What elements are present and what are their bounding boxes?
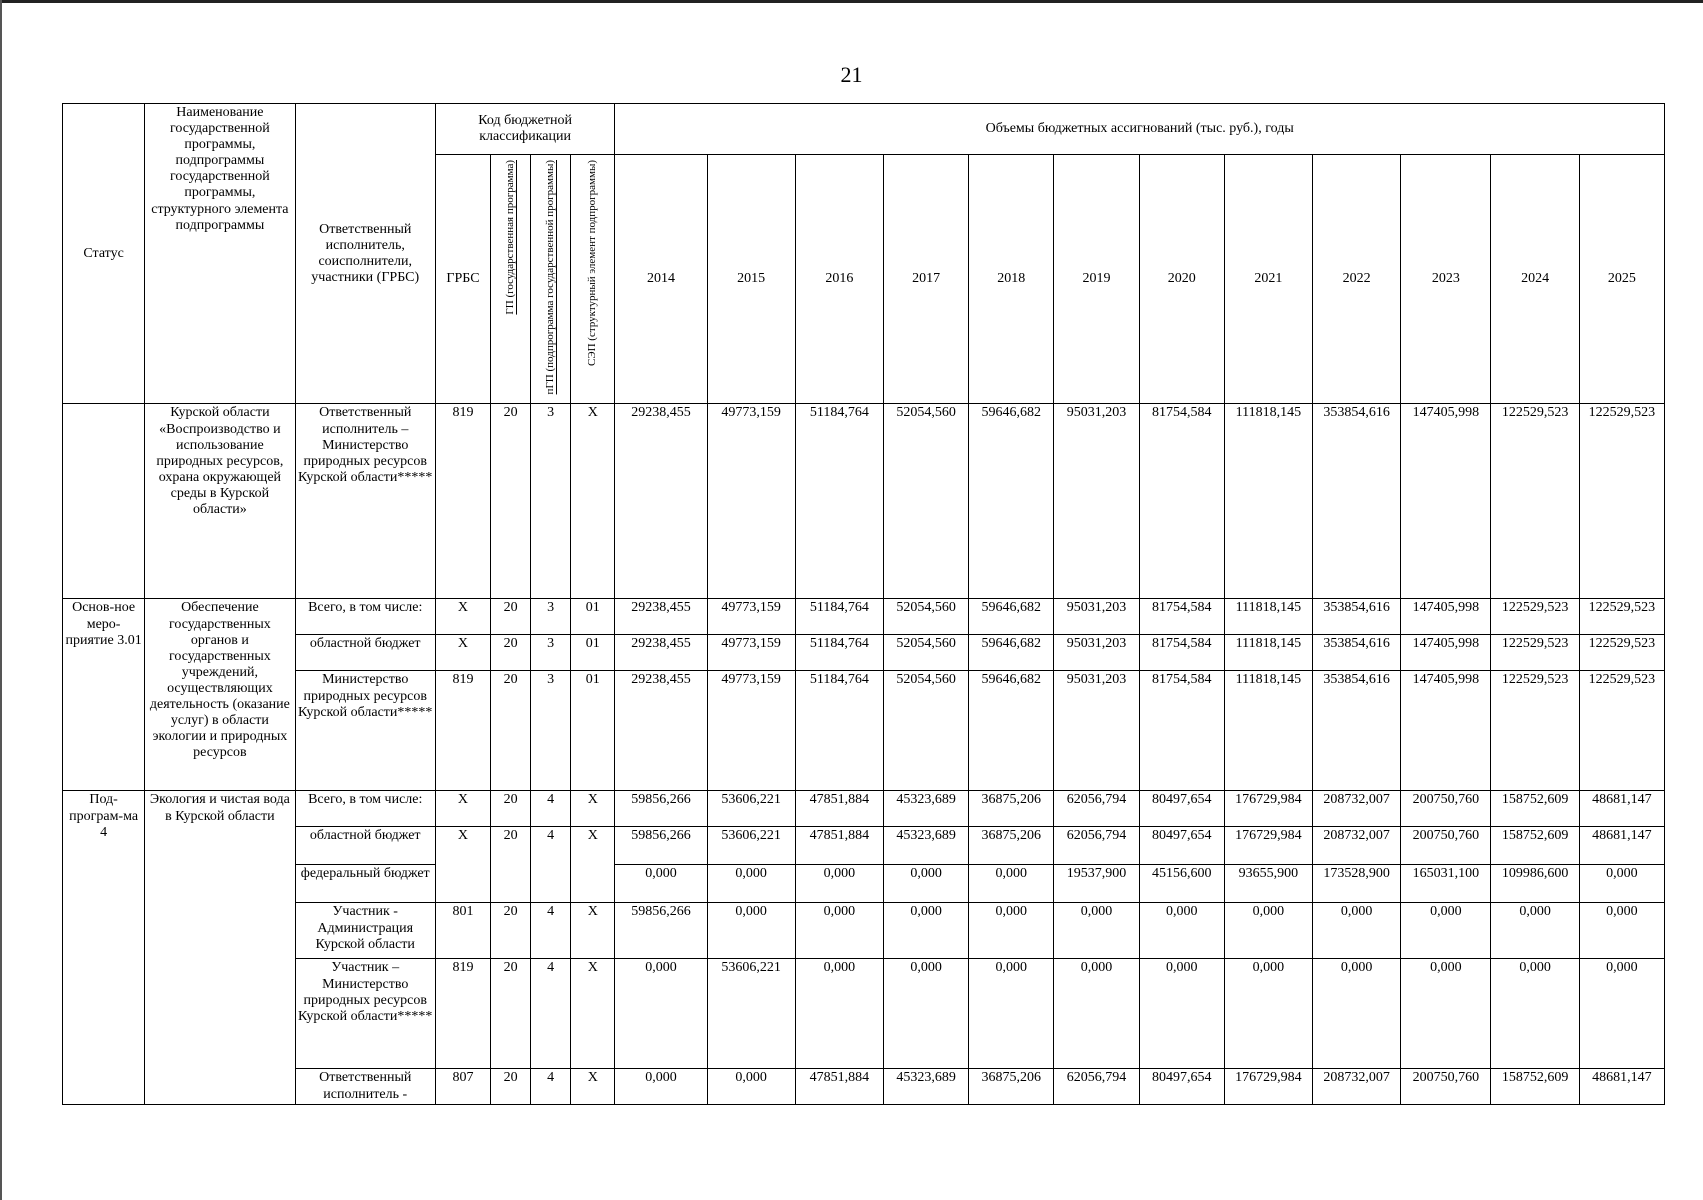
value-cell: 59646,682 bbox=[969, 599, 1054, 635]
value-cell: 0,000 bbox=[883, 865, 968, 903]
subprogram-name: Экология и чистая вода в Курской области bbox=[145, 791, 295, 1104]
pgp-cell: 3 bbox=[531, 635, 571, 671]
table-row bbox=[63, 635, 1665, 671]
header-year: 2020 bbox=[1139, 155, 1224, 404]
value-cell: 0,000 bbox=[615, 1069, 707, 1104]
value-cell: 29238,455 bbox=[615, 635, 707, 671]
value-cell: 52054,560 bbox=[883, 635, 968, 671]
value-cell: 158752,609 bbox=[1491, 791, 1579, 827]
value-cell: 95031,203 bbox=[1054, 635, 1139, 671]
value-cell: 49773,159 bbox=[707, 599, 795, 635]
header-year: 2023 bbox=[1401, 155, 1491, 404]
value-cell: 0,000 bbox=[1491, 903, 1579, 959]
header-year: 2014 bbox=[615, 155, 707, 404]
value-cell: 0,000 bbox=[883, 959, 968, 1069]
value-cell: 0,000 bbox=[969, 903, 1054, 959]
status-cell bbox=[63, 404, 145, 599]
value-cell: 59856,266 bbox=[615, 791, 707, 827]
value-cell: 48681,147 bbox=[1579, 1069, 1664, 1104]
value-cell: 49773,159 bbox=[707, 671, 795, 791]
value-cell: 0,000 bbox=[1313, 959, 1401, 1069]
value-cell: 29238,455 bbox=[615, 404, 707, 599]
value-cell: 0,000 bbox=[1313, 903, 1401, 959]
value-cell: 0,000 bbox=[1224, 903, 1312, 959]
header-pgp-label: пГП (подпрограмма государственной программы) bbox=[543, 160, 556, 395]
responsible-cell: областной бюджет bbox=[295, 827, 435, 865]
value-cell: 0,000 bbox=[1491, 959, 1579, 1069]
value-cell: 122529,523 bbox=[1579, 404, 1664, 599]
value-cell: 0,000 bbox=[795, 959, 883, 1069]
value-cell: 176729,984 bbox=[1224, 827, 1312, 865]
gp-cell: 20 bbox=[491, 404, 531, 599]
table-row bbox=[63, 671, 1665, 791]
pgp-cell: 3 bbox=[531, 404, 571, 599]
header-year: 2018 bbox=[969, 155, 1054, 404]
header-year: 2015 bbox=[707, 155, 795, 404]
value-cell: 353854,616 bbox=[1313, 599, 1401, 635]
value-cell: 52054,560 bbox=[883, 599, 968, 635]
value-cell: 353854,616 bbox=[1313, 404, 1401, 599]
value-cell: 62056,794 bbox=[1054, 827, 1139, 865]
value-cell: 80497,654 bbox=[1139, 1069, 1224, 1104]
program-name: Курской области «Воспроизводство и использование природных ресурсов, охрана окружающей среды в Курской области» bbox=[145, 404, 295, 599]
table-row bbox=[63, 865, 1665, 903]
value-cell: 59856,266 bbox=[615, 827, 707, 865]
value-cell: 0,000 bbox=[1401, 903, 1491, 959]
value-cell: 122529,523 bbox=[1491, 404, 1579, 599]
value-cell: 0,000 bbox=[969, 865, 1054, 903]
pgp-cell: 3 bbox=[531, 671, 571, 791]
value-cell: 29238,455 bbox=[615, 599, 707, 635]
value-cell: 0,000 bbox=[1579, 865, 1664, 903]
sep-cell: Х bbox=[571, 791, 615, 827]
value-cell: 147405,998 bbox=[1401, 635, 1491, 671]
value-cell: 51184,764 bbox=[795, 671, 883, 791]
table-row bbox=[63, 1069, 1665, 1104]
responsible-cell: Всего, в том числе: bbox=[295, 599, 435, 635]
sep-cell: 01 bbox=[571, 635, 615, 671]
value-cell: 36875,206 bbox=[969, 827, 1054, 865]
grbs-cell: Х bbox=[435, 827, 490, 903]
scan-edge-left bbox=[0, 0, 2, 1200]
value-cell: 47851,884 bbox=[795, 791, 883, 827]
header-status: Статус bbox=[63, 104, 145, 404]
responsible-cell: Министерство природных ресурсов Курской области***** bbox=[295, 671, 435, 791]
value-cell: 208732,007 bbox=[1313, 827, 1401, 865]
value-cell: 51184,764 bbox=[795, 404, 883, 599]
value-cell: 111818,145 bbox=[1224, 599, 1312, 635]
table-row bbox=[63, 903, 1665, 959]
table-row bbox=[63, 827, 1665, 865]
table-row bbox=[63, 404, 1665, 599]
pgp-cell: 3 bbox=[531, 599, 571, 635]
sep-cell: Х bbox=[571, 903, 615, 959]
value-cell: 122529,523 bbox=[1579, 635, 1664, 671]
value-cell: 80497,654 bbox=[1139, 791, 1224, 827]
value-cell: 81754,584 bbox=[1139, 599, 1224, 635]
value-cell: 122529,523 bbox=[1579, 671, 1664, 791]
value-cell: 47851,884 bbox=[795, 1069, 883, 1104]
responsible-cell: Ответственный исполнитель - bbox=[295, 1069, 435, 1104]
value-cell: 200750,760 bbox=[1401, 791, 1491, 827]
responsible-cell: Всего, в том числе: bbox=[295, 791, 435, 827]
sep-cell: Х bbox=[571, 404, 615, 599]
grbs-cell: 807 bbox=[435, 1069, 490, 1104]
value-cell: 53606,221 bbox=[707, 827, 795, 865]
value-cell: 81754,584 bbox=[1139, 635, 1224, 671]
grbs-cell: 819 bbox=[435, 959, 490, 1069]
value-cell: 208732,007 bbox=[1313, 791, 1401, 827]
value-cell: 109986,600 bbox=[1491, 865, 1579, 903]
value-cell: 52054,560 bbox=[883, 671, 968, 791]
gp-cell: 20 bbox=[491, 671, 531, 791]
sep-cell: Х bbox=[571, 827, 615, 903]
value-cell: 45323,689 bbox=[883, 791, 968, 827]
value-cell: 81754,584 bbox=[1139, 671, 1224, 791]
value-cell: 53606,221 bbox=[707, 791, 795, 827]
value-cell: 95031,203 bbox=[1054, 404, 1139, 599]
header-grbs: ГРБС bbox=[435, 155, 490, 404]
responsible-cell: Участник – Министерство природных ресурсов Курской области***** bbox=[295, 959, 435, 1069]
value-cell: 48681,147 bbox=[1579, 791, 1664, 827]
header-year: 2016 bbox=[795, 155, 883, 404]
value-cell: 48681,147 bbox=[1579, 827, 1664, 865]
budget-table bbox=[62, 103, 1665, 1105]
scan-edge-top bbox=[0, 0, 1703, 3]
header-sep bbox=[571, 155, 615, 404]
header-responsible: Ответственный исполнитель, соисполнители, участники (ГРБС) bbox=[295, 104, 435, 404]
header-year: 2024 bbox=[1491, 155, 1579, 404]
header-gp-label: ГП (государственная программа) bbox=[503, 160, 516, 315]
value-cell: 95031,203 bbox=[1054, 671, 1139, 791]
grbs-cell: 819 bbox=[435, 671, 490, 791]
header-gp bbox=[491, 155, 531, 404]
responsible-cell: Ответственный исполнитель – Министерство природных ресурсов Курской области***** bbox=[295, 404, 435, 599]
value-cell: 0,000 bbox=[1054, 959, 1139, 1069]
value-cell: 122529,523 bbox=[1579, 599, 1664, 635]
value-cell: 52054,560 bbox=[883, 404, 968, 599]
value-cell: 0,000 bbox=[707, 903, 795, 959]
gp-cell: 20 bbox=[491, 903, 531, 959]
header-volumes-group: Объемы бюджетных ассигнований (тыс. руб.), годы bbox=[615, 104, 1665, 155]
value-cell: 0,000 bbox=[707, 1069, 795, 1104]
value-cell: 0,000 bbox=[1579, 959, 1664, 1069]
value-cell: 51184,764 bbox=[795, 635, 883, 671]
value-cell: 122529,523 bbox=[1491, 635, 1579, 671]
table-row bbox=[63, 959, 1665, 1069]
value-cell: 59646,682 bbox=[969, 635, 1054, 671]
value-cell: 353854,616 bbox=[1313, 635, 1401, 671]
pgp-cell: 4 bbox=[531, 959, 571, 1069]
value-cell: 80497,654 bbox=[1139, 827, 1224, 865]
header-name: Наименование государственной программы, подпрограммы государственной программы, структурного элемента подпрограммы bbox=[145, 104, 295, 404]
value-cell: 93655,900 bbox=[1224, 865, 1312, 903]
value-cell: 59646,682 bbox=[969, 404, 1054, 599]
value-cell: 62056,794 bbox=[1054, 791, 1139, 827]
gp-cell: 20 bbox=[491, 827, 531, 903]
value-cell: 49773,159 bbox=[707, 635, 795, 671]
header-year: 2025 bbox=[1579, 155, 1664, 404]
value-cell: 0,000 bbox=[615, 959, 707, 1069]
header-year: 2021 bbox=[1224, 155, 1312, 404]
gp-cell: 20 bbox=[491, 599, 531, 635]
value-cell: 0,000 bbox=[883, 903, 968, 959]
sep-cell: Х bbox=[571, 959, 615, 1069]
value-cell: 176729,984 bbox=[1224, 1069, 1312, 1104]
value-cell: 36875,206 bbox=[969, 1069, 1054, 1104]
header-pgp bbox=[531, 155, 571, 404]
pgp-cell: 4 bbox=[531, 791, 571, 827]
header-sep-label: СЭП (структурный элемент подпрограммы) bbox=[586, 160, 598, 367]
value-cell: 51184,764 bbox=[795, 599, 883, 635]
value-cell: 36875,206 bbox=[969, 791, 1054, 827]
measure-name: Обеспечение государственных органов и государственных учреждений, осуществляющих деятельность (оказание услуг) в области экологии и природных ресурсов bbox=[145, 599, 295, 791]
value-cell: 122529,523 bbox=[1491, 671, 1579, 791]
pgp-cell: 4 bbox=[531, 827, 571, 903]
gp-cell: 20 bbox=[491, 791, 531, 827]
value-cell: 47851,884 bbox=[795, 827, 883, 865]
responsible-cell: областной бюджет bbox=[295, 635, 435, 671]
value-cell: 0,000 bbox=[1139, 959, 1224, 1069]
header-row-1 bbox=[63, 104, 1665, 155]
value-cell: 111818,145 bbox=[1224, 671, 1312, 791]
value-cell: 0,000 bbox=[1401, 959, 1491, 1069]
value-cell: 81754,584 bbox=[1139, 404, 1224, 599]
value-cell: 0,000 bbox=[1054, 903, 1139, 959]
value-cell: 0,000 bbox=[615, 865, 707, 903]
value-cell: 45323,689 bbox=[883, 827, 968, 865]
grbs-cell: Х bbox=[435, 599, 490, 635]
value-cell: 59646,682 bbox=[969, 671, 1054, 791]
value-cell: 173528,900 bbox=[1313, 865, 1401, 903]
value-cell: 111818,145 bbox=[1224, 404, 1312, 599]
grbs-cell: 801 bbox=[435, 903, 490, 959]
page-number: 21 bbox=[840, 62, 863, 87]
header-year: 2017 bbox=[883, 155, 968, 404]
value-cell: 0,000 bbox=[1579, 903, 1664, 959]
value-cell: 0,000 bbox=[969, 959, 1054, 1069]
value-cell: 147405,998 bbox=[1401, 599, 1491, 635]
responsible-cell: федеральный бюджет bbox=[295, 865, 435, 903]
status-cell: Под-програм-ма 4 bbox=[63, 791, 145, 1104]
value-cell: 53606,221 bbox=[707, 959, 795, 1069]
value-cell: 353854,616 bbox=[1313, 671, 1401, 791]
value-cell: 95031,203 bbox=[1054, 599, 1139, 635]
header-year: 2019 bbox=[1054, 155, 1139, 404]
value-cell: 45323,689 bbox=[883, 1069, 968, 1104]
gp-cell: 20 bbox=[491, 635, 531, 671]
value-cell: 49773,159 bbox=[707, 404, 795, 599]
value-cell: 208732,007 bbox=[1313, 1069, 1401, 1104]
value-cell: 158752,609 bbox=[1491, 1069, 1579, 1104]
value-cell: 147405,998 bbox=[1401, 671, 1491, 791]
value-cell: 0,000 bbox=[1224, 959, 1312, 1069]
sep-cell: 01 bbox=[571, 599, 615, 635]
status-cell: Основ-ное меро-приятие 3.01 bbox=[63, 599, 145, 791]
gp-cell: 20 bbox=[491, 1069, 531, 1104]
value-cell: 0,000 bbox=[795, 865, 883, 903]
value-cell: 158752,609 bbox=[1491, 827, 1579, 865]
sep-cell: Х bbox=[571, 1069, 615, 1104]
gp-cell: 20 bbox=[491, 959, 531, 1069]
value-cell: 19537,900 bbox=[1054, 865, 1139, 903]
value-cell: 45156,600 bbox=[1139, 865, 1224, 903]
grbs-cell: Х bbox=[435, 791, 490, 827]
grbs-cell: 819 bbox=[435, 404, 490, 599]
value-cell: 165031,100 bbox=[1401, 865, 1491, 903]
value-cell: 0,000 bbox=[707, 865, 795, 903]
value-cell: 147405,998 bbox=[1401, 404, 1491, 599]
header-year: 2022 bbox=[1313, 155, 1401, 404]
table-row bbox=[63, 791, 1665, 827]
sep-cell: 01 bbox=[571, 671, 615, 791]
value-cell: 29238,455 bbox=[615, 671, 707, 791]
value-cell: 59856,266 bbox=[615, 903, 707, 959]
responsible-cell: Участник - Администрация Курской области bbox=[295, 903, 435, 959]
value-cell: 200750,760 bbox=[1401, 827, 1491, 865]
value-cell: 200750,760 bbox=[1401, 1069, 1491, 1104]
value-cell: 176729,984 bbox=[1224, 791, 1312, 827]
value-cell: 0,000 bbox=[795, 903, 883, 959]
table-row bbox=[63, 599, 1665, 635]
value-cell: 62056,794 bbox=[1054, 1069, 1139, 1104]
value-cell: 0,000 bbox=[1139, 903, 1224, 959]
value-cell: 111818,145 bbox=[1224, 635, 1312, 671]
value-cell: 122529,523 bbox=[1491, 599, 1579, 635]
pgp-cell: 4 bbox=[531, 903, 571, 959]
grbs-cell: Х bbox=[435, 635, 490, 671]
header-code-group: Код бюджетной классификации bbox=[435, 104, 614, 155]
pgp-cell: 4 bbox=[531, 1069, 571, 1104]
